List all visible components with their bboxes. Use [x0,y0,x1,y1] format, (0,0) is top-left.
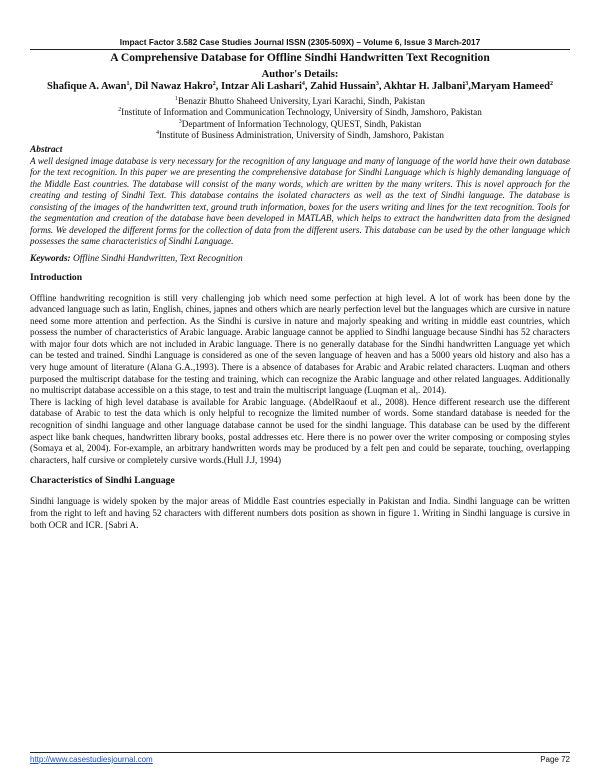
author-affiliation-sup: 2 [212,81,216,87]
author-affiliation-sup: 2 [549,81,553,87]
author-list [30,81,570,94]
abstract-heading: Abstract [30,144,63,155]
affiliation-line [30,107,570,119]
author-affiliation-sup: 1 [126,81,130,87]
header-rule [30,49,570,50]
author-separator: , [129,81,135,92]
author-separator: , [378,81,384,92]
page-footer [30,755,570,767]
affiliation-text: Institute of Business Administration, University of Sindh, Jamshoro, Pakistan [158,130,445,140]
keywords [30,253,570,265]
characteristics-paragraph-1: Sindhi language is widely spoken by the major areas of Middle East countries especially in Pakistan and India. Sindhi language can be written from the right to left and having 52 characters with different numbers dots position as shown in figure 1. Writing in Sindhi language is cursive in both OCR and ICR. [Sabri A. [30,496,570,530]
keywords-value: Offline Sindhi Handwritten, Text Recognition [72,253,243,264]
affiliation-line [30,96,570,108]
author-affiliation-sup: 3 [375,81,379,87]
affiliation-text: Institute of Information and Communication Technology, University of Sindh, Jamshoro, Pakistan [121,107,482,117]
author-details-label: Author's Details: [261,69,339,80]
author-name: Akhtar H. Jalbani [383,81,466,92]
author-name: Shafique A. Awan [47,81,127,92]
affiliation-text: Benazir Bhutto Shaheed University, Lyari Karachi, Sindh, Pakistan [178,95,425,106]
intro-paragraph-2: There is lacking of high level database is available for Arabic language. (AbdelRaouf et al., 2008). Hence different research use the different database of Arabic to test the data which is only helpful to recognize the limited number of words. Some standard database is needed for the recognition of sindhi language and other language database cannot be used for the sindhi language. This database can be used by the different aspect like bank cheques, handwritten library books, postal addresses etc. Here there is no power over the writer composing or composing styles (Somaya et al, 2004). For-example, an arbitrary handwritten words may be produced by a felt pen and could be separate, touching, overlapping characters, half cursive or completely cursive words.(Hull J.J, 1994) [30,396,570,465]
affiliation-list [30,96,570,142]
author-affiliation-sup: 4 [301,81,305,87]
journal-header: Impact Factor 3.582 Case Studies Journal ISSN (2305-509X) – Volume 6, Issue 3 March-2017 [119,37,481,47]
author-name: Dil Nawaz Hakro [134,81,213,92]
page-number: Page 72 [540,755,570,764]
section-heading-introduction: Introduction [30,271,83,283]
author-separator: , [468,81,471,92]
author-name: Intzar Ali Lashari [221,81,302,92]
author-name: Zahid Hussain [310,81,376,92]
affiliation-line [30,130,570,142]
paper-title: A Comprehensive Database for Offline Sindhi Handwritten Text Recognition [110,51,490,64]
footer-rule [30,752,570,753]
author-separator: , [304,81,311,92]
affiliation-sup: 2 [118,107,122,113]
paper-content [30,51,570,531]
journal-url-link[interactable]: http://www.casestudiesjournal.com [30,755,153,764]
affiliation-text: Department of Information Technology, QUEST, Sindh, Pakistan [181,118,422,129]
keywords-label: Keywords: [30,253,71,264]
abstract-text: A well designed image database is very necessary for the recognition of any language and many of language of the world have their own database for the text recognition. In this paper we are presenting the comprehensive database for Sindhi Language which is highly demanding language of the Middle East countries. The database will consist of the many words, which are written by the many writers. This is novel approach for the creating and testing of Sindhi Text. This database contains the isolated characters as well as the text of Sindhi language. The database is consisting of the images of the handwritten text, ground truth information, boxes for the users writing and lines for the text recognition. Tools for the segmentation and creation of the database have been developed in MATLAB, which helps to extract the handwritten data from the designed forms. We developed the different forms for the collection of data from the different users. This database can be used by the other language which possesses the same characteristics of Sindhi Language. [30,155,570,246]
intro-paragraph-1: Offline handwriting recognition is still very challenging job which need some perfection at high level. A lot of work has been done by the advanced language such as latin, English, chines, japnes and others which are nearly perfection level but the languages which are cursive in nature need some more attention and perfection. As the Sindhi is cursive in nature and majorly speaking and writing in middle east countries, which possess the number of characteristics of Arabic language. Arabic language cannot be applied to Sindhi language because Sindhi has 52 characters with major four dots which are not included in Arabic language. There is no generally database for the Sindhi handwritten Language yet which can be tested and trained. Sindhi Language is considered as one of the seven language of heaven and has a 5000 years old history and also has a very huge amount of literature (Alana G.A.,1993). There is a absence of databases for Arabic and Arabic related characters. Luqman and others purposed the multiscript database for the testing and training, which can recognize the Arabic language and other related languages. Additionally no multiscript database accessible on a this stage, to test and train the multiscript language (Luqman et al,. 2014). [30,292,570,396]
author-affiliation-sup: 3 [465,81,469,87]
author-name: Maryam Hameed [470,81,550,92]
affiliation-sup: 3 [178,118,182,125]
section-heading-characteristics: Characteristics of Sindhi Language [30,475,175,487]
affiliation-sup: 4 [155,130,159,136]
author-separator: , [215,81,221,92]
affiliation-line [30,119,570,131]
affiliation-sup: 1 [175,95,179,102]
